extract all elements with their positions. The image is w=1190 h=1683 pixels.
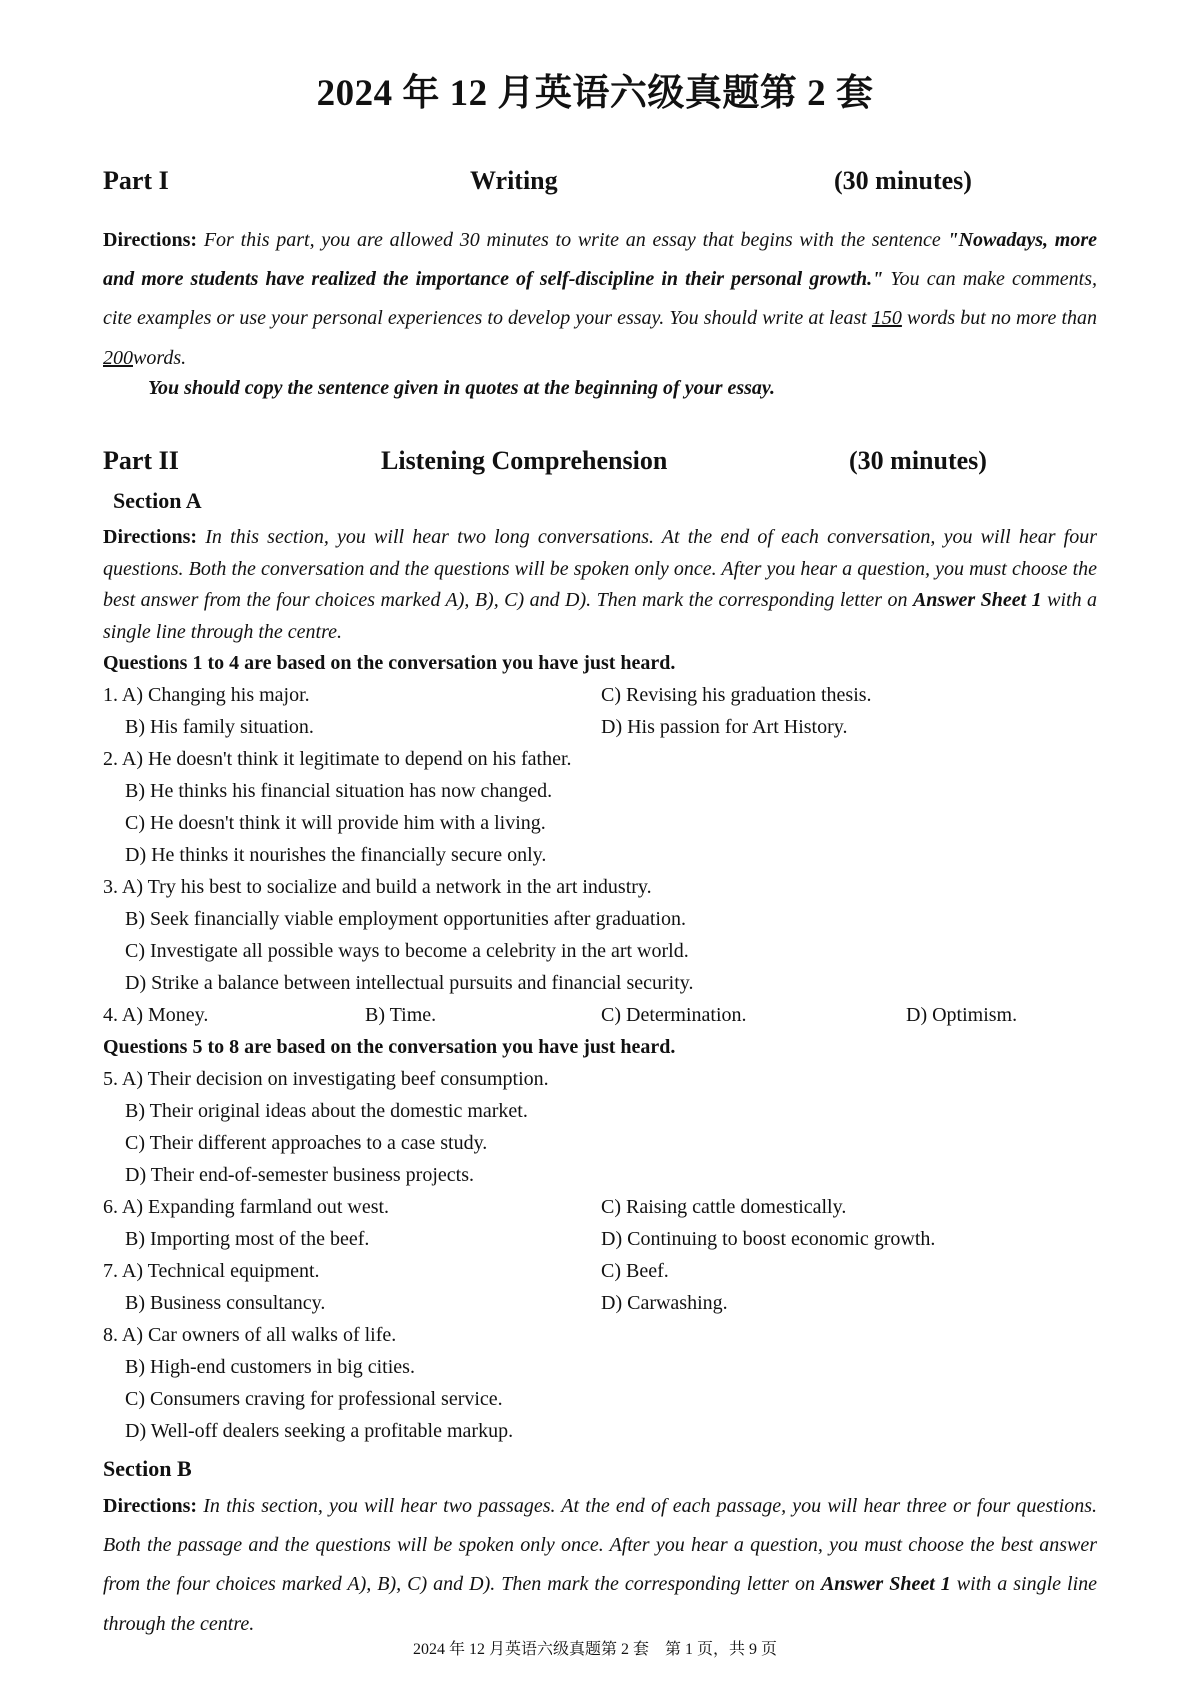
directions-text: In this section, you will hear two passages. At the end of each passage, you will hear three or four questions. Both the passage and the questions will be spoken only once. After you hear a question, you must choose the best answer from the four choices marked A), B), C) and D). Then mark the corresponding letter on [103, 1495, 1098, 1596]
page-footer: 2024 年 12 月英语六级真题第 2 套 第 1 页，共 9 页 [412, 1641, 777, 1658]
directions-label: Directions: [103, 526, 198, 548]
q8-option-c: C) Consumers craving for professional service. [125, 1388, 503, 1410]
directions-label: Directions: [103, 1495, 198, 1517]
min-words: 150 [871, 307, 902, 330]
directions-text: with a single line through the centre. [103, 1573, 1098, 1635]
q8-option-b: B) High-end customers in big cities. [125, 1356, 415, 1378]
q1-option-a: 1. A) Changing his major. [103, 684, 310, 706]
part1-time: (30 minutes) [834, 166, 972, 195]
q4-option-b: B) Time. [365, 1004, 437, 1026]
max-words: 200 [103, 346, 133, 369]
question-group-heading: Questions 5 to 8 are based on the conversation you have just heard. [103, 1036, 676, 1058]
q4-option-c: C) Determination. [601, 1004, 747, 1026]
q1-option-c: C) Revising his graduation thesis. [601, 684, 872, 706]
part2-header [103, 446, 999, 480]
q7-option-b: B) Business consultancy. [125, 1292, 326, 1314]
q5-option-a: 5. A) Their decision on investigating beef consumption. [103, 1068, 549, 1090]
part1-name: Writing [470, 166, 558, 195]
q8-option-d: D) Well-off dealers seeking a profitable markup. [125, 1420, 514, 1442]
section-b-title: Section B [103, 1456, 192, 1481]
directions-text: In this section, you will hear two long conversations. At the end of each conversation, you will hear four questions. Both the conversation and the questions will be spoken only once. After you hear a question, you must choose the best answer from the four choices marked A), B), C) and D). Then mark the corresponding letter on [103, 526, 1098, 612]
directions-label: Directions: [103, 229, 198, 251]
q1-option-b: B) His family situation. [125, 716, 314, 738]
page-title: 2024 年 12 月英语六级真题第 2 套 [316, 73, 874, 114]
question-group-heading: Questions 1 to 4 are based on the conversation you have just heard. [103, 652, 676, 674]
q2-option-a: 2. A) He doesn't think it legitimate to depend on his father. [103, 748, 572, 770]
q7-option-d: D) Carwashing. [601, 1292, 728, 1314]
part1-label: Part I [103, 166, 169, 195]
q6-option-c: C) Raising cattle domestically. [601, 1196, 847, 1218]
q1-option-d: D) His passion for Art History. [601, 716, 848, 738]
q5-option-c: C) Their different approaches to a case study. [125, 1132, 488, 1154]
q6-option-d: D) Continuing to boost economic growth. [601, 1228, 936, 1250]
section-b-directions [103, 1487, 1097, 1644]
answer-sheet-ref: Answer Sheet 1 [820, 1573, 951, 1596]
copy-instruction: You should copy the sentence given in quotes at the beginning of your essay. [148, 377, 776, 399]
q3-option-c: C) Investigate all possible ways to become a celebrity in the art world. [125, 940, 689, 962]
q5-option-b: B) Their original ideas about the domestic market. [125, 1100, 528, 1122]
q6-option-a: 6. A) Expanding farmland out west. [103, 1196, 390, 1218]
directions-text: words but no more than [907, 307, 1097, 330]
essay-quote: "Nowadays, more and more students have realized the importance of self-discipline in their personal growth." [103, 229, 1097, 291]
directions-text: words. [133, 346, 187, 369]
directions-text: You can make comments, cite examples or use your personal experiences to develop your essay. You should write at least [103, 268, 1098, 330]
directions-text: For this part, you are allowed 30 minutes to write an essay that begins with the sentence [203, 229, 941, 251]
q4-option-d: D) Optimism. [906, 1004, 1018, 1026]
part2-name: Listening Comprehension [381, 446, 668, 475]
q3-option-b: B) Seek financially viable employment opportunities after graduation. [125, 908, 686, 930]
part1-header [103, 166, 999, 200]
q2-option-d: D) He thinks it nourishes the financially secure only. [125, 844, 547, 866]
q7-option-c: C) Beef. [601, 1260, 669, 1282]
q7-option-a: 7. A) Technical equipment. [103, 1260, 320, 1282]
q3-option-a: 3. A) Try his best to socialize and build a network in the art industry. [103, 876, 652, 898]
q3-option-d: D) Strike a balance between intellectual pursuits and financial security. [125, 972, 694, 994]
part1-directions [103, 221, 1097, 378]
section-a-title: Section A [113, 488, 202, 513]
part2-label: Part II [103, 446, 179, 475]
q2-option-c: C) He doesn't think it will provide him with a living. [125, 812, 546, 834]
section-a-directions [103, 522, 1097, 649]
q6-option-b: B) Importing most of the beef. [125, 1228, 370, 1250]
answer-sheet-ref: Answer Sheet 1 [912, 589, 1042, 612]
directions-text: with a single line through the centre. [103, 589, 1098, 644]
q4-option-a: 4. A) Money. [103, 1004, 209, 1026]
part2-time: (30 minutes) [849, 446, 987, 475]
q5-option-d: D) Their end-of-semester business projects. [125, 1164, 474, 1186]
q8-option-a: 8. A) Car owners of all walks of life. [103, 1324, 397, 1346]
q2-option-b: B) He thinks his financial situation has now changed. [125, 780, 553, 802]
